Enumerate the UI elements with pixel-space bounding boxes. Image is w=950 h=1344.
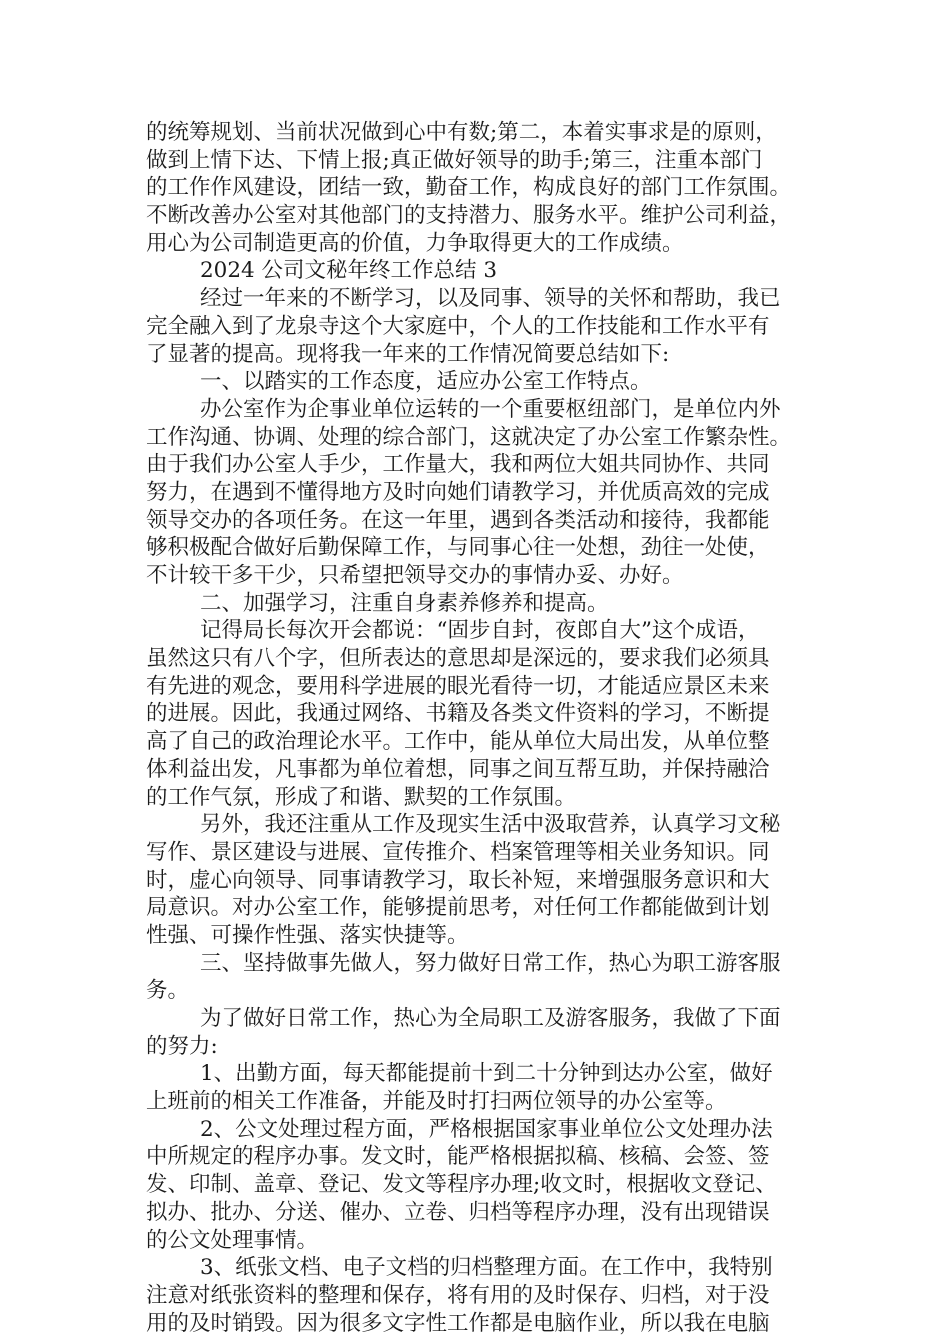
paragraph-start-line: 2024 公司文秘年终工作总结 3 <box>200 258 498 284</box>
text-line: 领导交办的各项任务。在这一年里，遇到各类活动和接待，我都能 <box>146 507 770 533</box>
text-line: 工作沟通、协调、处理的综合部门，这就决定了办公室工作繁杂性。 <box>146 424 792 450</box>
paragraph-start-line: 1、出勤方面，每天都能提前十到二十分钟到达办公室，做好 <box>200 1061 773 1087</box>
text-line: 的统筹规划、当前状况做到心中有数;第二，本着实事求是的原则， <box>146 120 777 145</box>
text-line: 努力，在遇到不懂得地方及时向她们请教学习，并优质高效的完成 <box>146 479 770 505</box>
text-line: 不计较干多干少，只希望把领导交办的事情办妥、办好。 <box>146 563 684 588</box>
text-line: 由于我们办公室人手少，工作量大，我和两位大姐共同协作、共同 <box>146 452 770 478</box>
text-line: 上班前的相关工作准备，并能及时打扫两位领导的办公室等。 <box>146 1089 727 1115</box>
text-line: 中所规定的程序办事。发文时，能严格根据拟稿、核稿、会签、签 <box>146 1144 770 1170</box>
paragraph-start-line: 记得局长每次开会都说：“固步自封，夜郎自大”这个成语， <box>200 618 760 644</box>
text-line: 的工作气氛，形成了和谐、默契的工作氛围。 <box>146 784 577 810</box>
text-line: 完全融入到了龙泉寺这个大家庭中，个人的工作技能和工作水平有 <box>146 313 770 339</box>
text-line: 拟办、批办、分送、催办、立卷、归档等程序办理，没有出现错误 <box>146 1199 770 1225</box>
text-line: 有先进的观念，要用科学进展的眼光看待一切，才能适应景区未来 <box>146 673 770 699</box>
paragraph-start-line: 为了做好日常工作，热心为全局职工及游客服务，我做了下面 <box>200 1006 781 1031</box>
text-line: 发、印制、盖章、登记、发文等程序办理;收文时，根据收文登记、 <box>146 1172 777 1198</box>
paragraph-start-line: 3、纸张文档、电子文档的归档整理方面。在工作中，我特别 <box>200 1255 773 1281</box>
text-line: 注意对纸张资料的整理和保存，将有用的及时保存、归档，对于没 <box>146 1282 770 1308</box>
text-line: 的努力: <box>146 1033 218 1059</box>
paragraph-start-line: 另外，我还注重从工作及现实生活中汲取营养，认真学习文秘 <box>200 812 781 838</box>
text-line: 用的及时销毁。因为很多文字性工作都是电脑作业，所以我在电脑 <box>146 1310 770 1336</box>
text-line: 体利益出发，凡事都为单位着想，同事之间互帮互助，并保持融洽 <box>146 756 770 782</box>
paragraph-start-line: 2、公文处理过程方面，严格根据国家事业单位公文处理办法 <box>200 1116 773 1142</box>
paragraph-start-line: 办公室作为企事业单位运转的一个重要枢纽部门，是单位内外 <box>200 396 781 422</box>
text-line: 的工作作风建设，团结一致，勤奋工作，构成良好的部门工作氛围。 <box>146 175 792 201</box>
text-line: 写作、景区建设与进展、宣传推介、档案管理等相关业务知识。同 <box>146 839 770 865</box>
text-line: 局意识。对办公室工作，能够提前思考，对任何工作都能做到计划 <box>146 895 770 921</box>
text-line: 性强、可操作性强、落实快捷等。 <box>146 922 469 948</box>
paragraph-start-line: 二、加强学习，注重自身素养修养和提高。 <box>200 590 609 616</box>
text-line: 高了自己的政治理论水平。工作中，能从单位大局出发，从单位整 <box>146 729 770 755</box>
text-line: 够积极配合做好后勤保障工作，与同事心往一处想，劲往一处使， <box>146 535 770 561</box>
paragraph-start-line: 经过一年来的不断学习，以及同事、领导的关怀和帮助，我已 <box>200 286 781 312</box>
paragraph-start-line: 三、坚持做事先做人，努力做好日常工作，热心为职工游客服 <box>200 950 781 976</box>
text-line: 的进展。因此，我通过网络、书籍及各类文件资料的学习，不断提 <box>146 701 770 727</box>
paragraph-start-line: 一、以踏实的工作态度，适应办公室工作特点。 <box>200 369 652 395</box>
text-line: 虽然这只有八个字，但所表达的意思却是深远的，要求我们必须具 <box>146 646 770 672</box>
text-line: 了显著的提高。现将我一年来的工作情况简要总结如下: <box>146 341 670 367</box>
text-line: 务。 <box>146 978 190 1004</box>
text-line: 的公文处理事情。 <box>146 1227 319 1253</box>
text-line: 用心为公司制造更高的价值，力争取得更大的工作成绩。 <box>146 230 684 256</box>
document-body <box>146 119 806 1337</box>
text-line: 做到上情下达、下情上报;真正做好领导的助手;第三，注重本部门 <box>146 147 763 173</box>
text-line: 时，虚心向领导、同事请教学习，取长补短，来增强服务意识和大 <box>146 867 770 893</box>
text-line: 不断改善办公室对其他部门的支持潜力、服务水平。维护公司利益， <box>146 203 792 229</box>
